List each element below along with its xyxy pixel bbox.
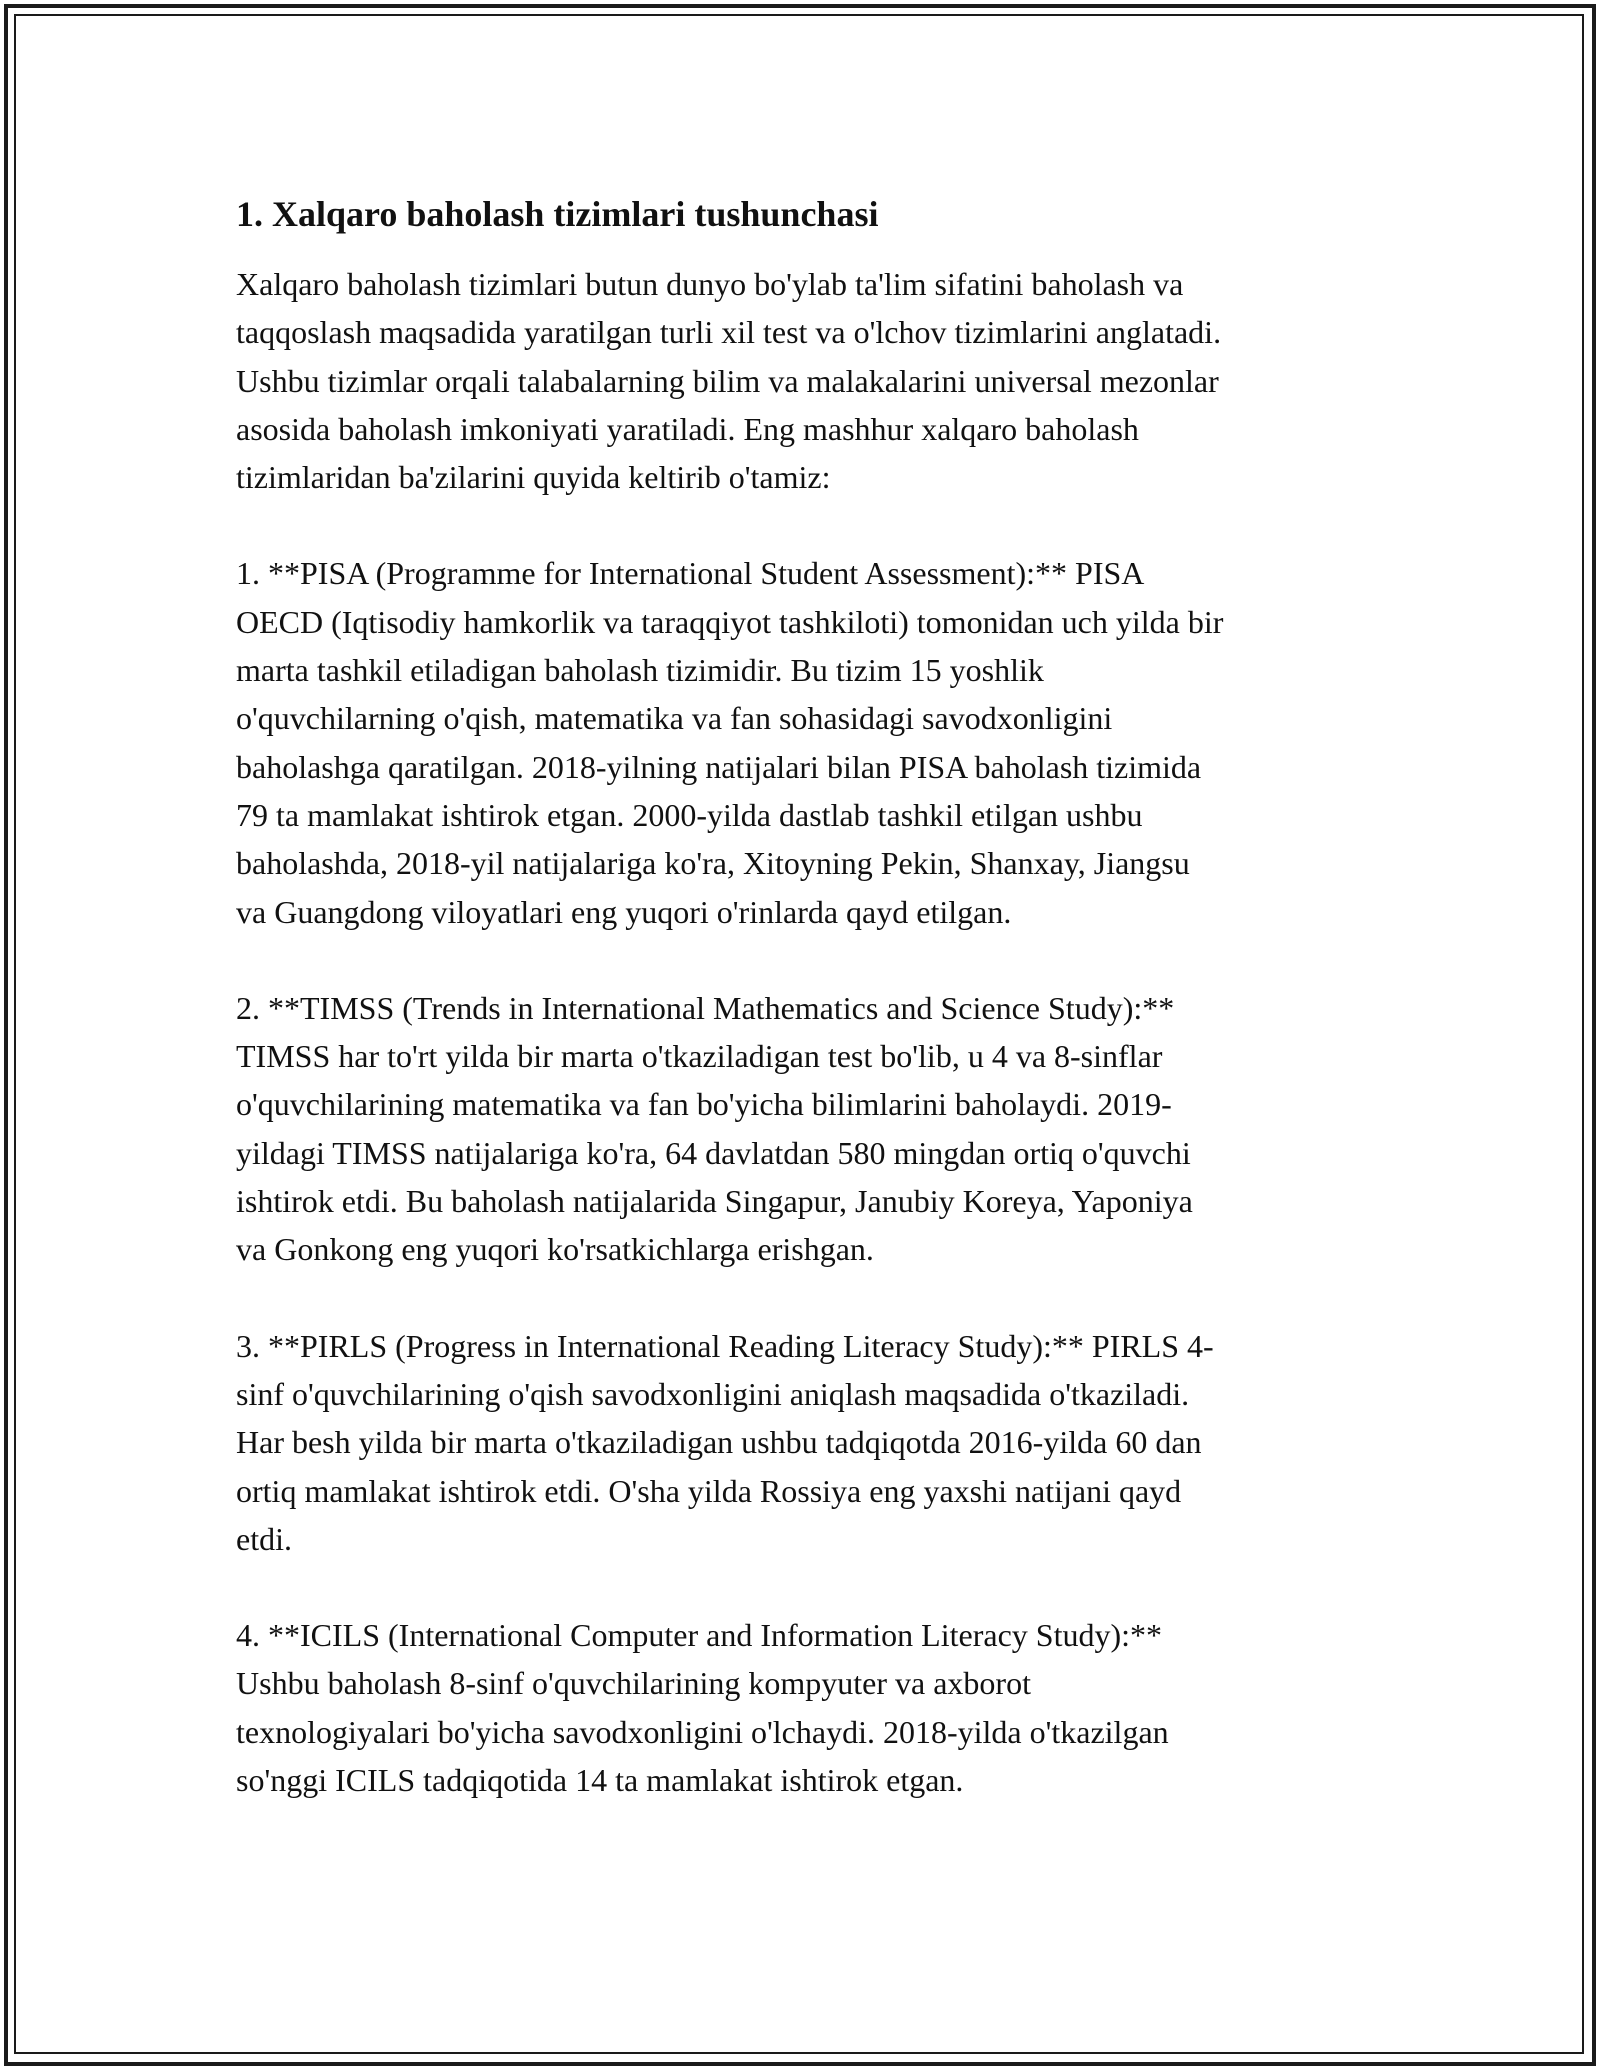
text-line: 3. **PIRLS (Progress in International Reading Literacy Study):** PIRLS 4- xyxy=(236,1327,1214,1364)
text-line: baholashga qaratilgan. 2018-yilning natijalari bilan PISA baholash tizimida xyxy=(236,748,1202,785)
paragraph-list xyxy=(236,260,1376,1804)
text-line: tizimlaridan ba'zilarini quyida keltirib o'tamiz: xyxy=(236,459,831,496)
text-line: asosida baholash imkoniyati yaratiladi. Eng mashhur xalqaro baholash xyxy=(236,410,1139,447)
text-line: etdi. xyxy=(236,1520,292,1557)
text-line: OECD (Iqtisodiy hamkorlik va taraqqiyot tashkiloti) tomonidan uch yilda bir xyxy=(236,603,1224,640)
text-line: Har besh yilda bir marta o'tkaziladigan ushbu tadqiqotda 2016-yilda 60 dan xyxy=(236,1424,1202,1461)
text-line: va Guangdong viloyatlari eng yuqori o'rinlarda qayd etilgan. xyxy=(236,893,1012,930)
paragraph-1 xyxy=(236,260,1376,501)
text-line: sinf o'quvchilarining o'qish savodxonligini aniqlash maqsadida o'tkaziladi. xyxy=(236,1375,1190,1412)
text-line: 1. **PISA (Programme for International Student Assessment):** PISA xyxy=(236,555,1145,592)
text-line: ortiq mamlakat ishtirok etdi. O'sha yilda Rossiya eng yaxshi natijani qayd xyxy=(236,1472,1182,1509)
text-line: o'quvchilarining matematika va fan bo'yicha bilimlarini baholaydi. 2019- xyxy=(236,1086,1172,1123)
text-line: va Gonkong eng yuqori ko'rsatkichlarga erishgan. xyxy=(236,1231,874,1268)
paragraph-2 xyxy=(236,549,1376,935)
text-line: taqqoslash maqsadida yaratilgan turli xil test va o'lchov tizimlarini anglatadi. xyxy=(236,314,1222,351)
text-line: 2. **TIMSS (Trends in International Mathematics and Science Study):** xyxy=(236,989,1175,1026)
section-heading: 1. Xalqaro baholash tizimlari tushunchasi xyxy=(236,194,879,234)
paragraph-5 xyxy=(236,1611,1376,1804)
paragraph-3 xyxy=(236,984,1376,1274)
text-line: Xalqaro baholash tizimlari butun dunyo bo'ylab ta'lim sifatini baholash va xyxy=(236,266,1184,302)
text-line: o'quvchilarning o'qish, matematika va fan sohasidagi savodxonligini xyxy=(236,700,1113,737)
text-line: yildagi TIMSS natijalariga ko'ra, 64 davlatdan 580 mingdan ortiq o'quvchi xyxy=(236,1134,1191,1171)
document-body xyxy=(236,186,1376,1852)
text-line: so'nggi ICILS tadqiqotida 14 ta mamlakat ishtirok etgan. xyxy=(236,1762,964,1799)
text-line: Ushbu tizimlar orqali talabalarning bilim va malakalarini universal mezonlar xyxy=(236,362,1219,399)
text-line: ishtirok etdi. Bu baholash natijalarida Singapur, Janubiy Koreya, Yaponiya xyxy=(236,1183,1193,1220)
text-line: baholashda, 2018-yil natijalariga ko'ra, Xitoyning Pekin, Shanxay, Jiangsu xyxy=(236,845,1190,882)
text-line: Ushbu baholash 8-sinf o'quvchilarining kompyuter va axborot xyxy=(236,1665,1031,1702)
text-line: texnologiyalari bo'yicha savodxonligini o'lchaydi. 2018-yilda o'tkazilgan xyxy=(236,1713,1169,1750)
text-line: 4. **ICILS (International Computer and Information Literacy Study):** xyxy=(236,1617,1162,1654)
text-line: TIMSS har to'rt yilda bir marta o'tkaziladigan test bo'lib, u 4 va 8-sinflar xyxy=(236,1038,1163,1075)
text-line: marta tashkil etiladigan baholash tizimidir. Bu tizim 15 yoshlik xyxy=(236,652,1044,689)
text-line: 79 ta mamlakat ishtirok etgan. 2000-yilda dastlab tashkil etilgan ushbu xyxy=(236,796,1143,833)
paragraph-4 xyxy=(236,1322,1376,1563)
